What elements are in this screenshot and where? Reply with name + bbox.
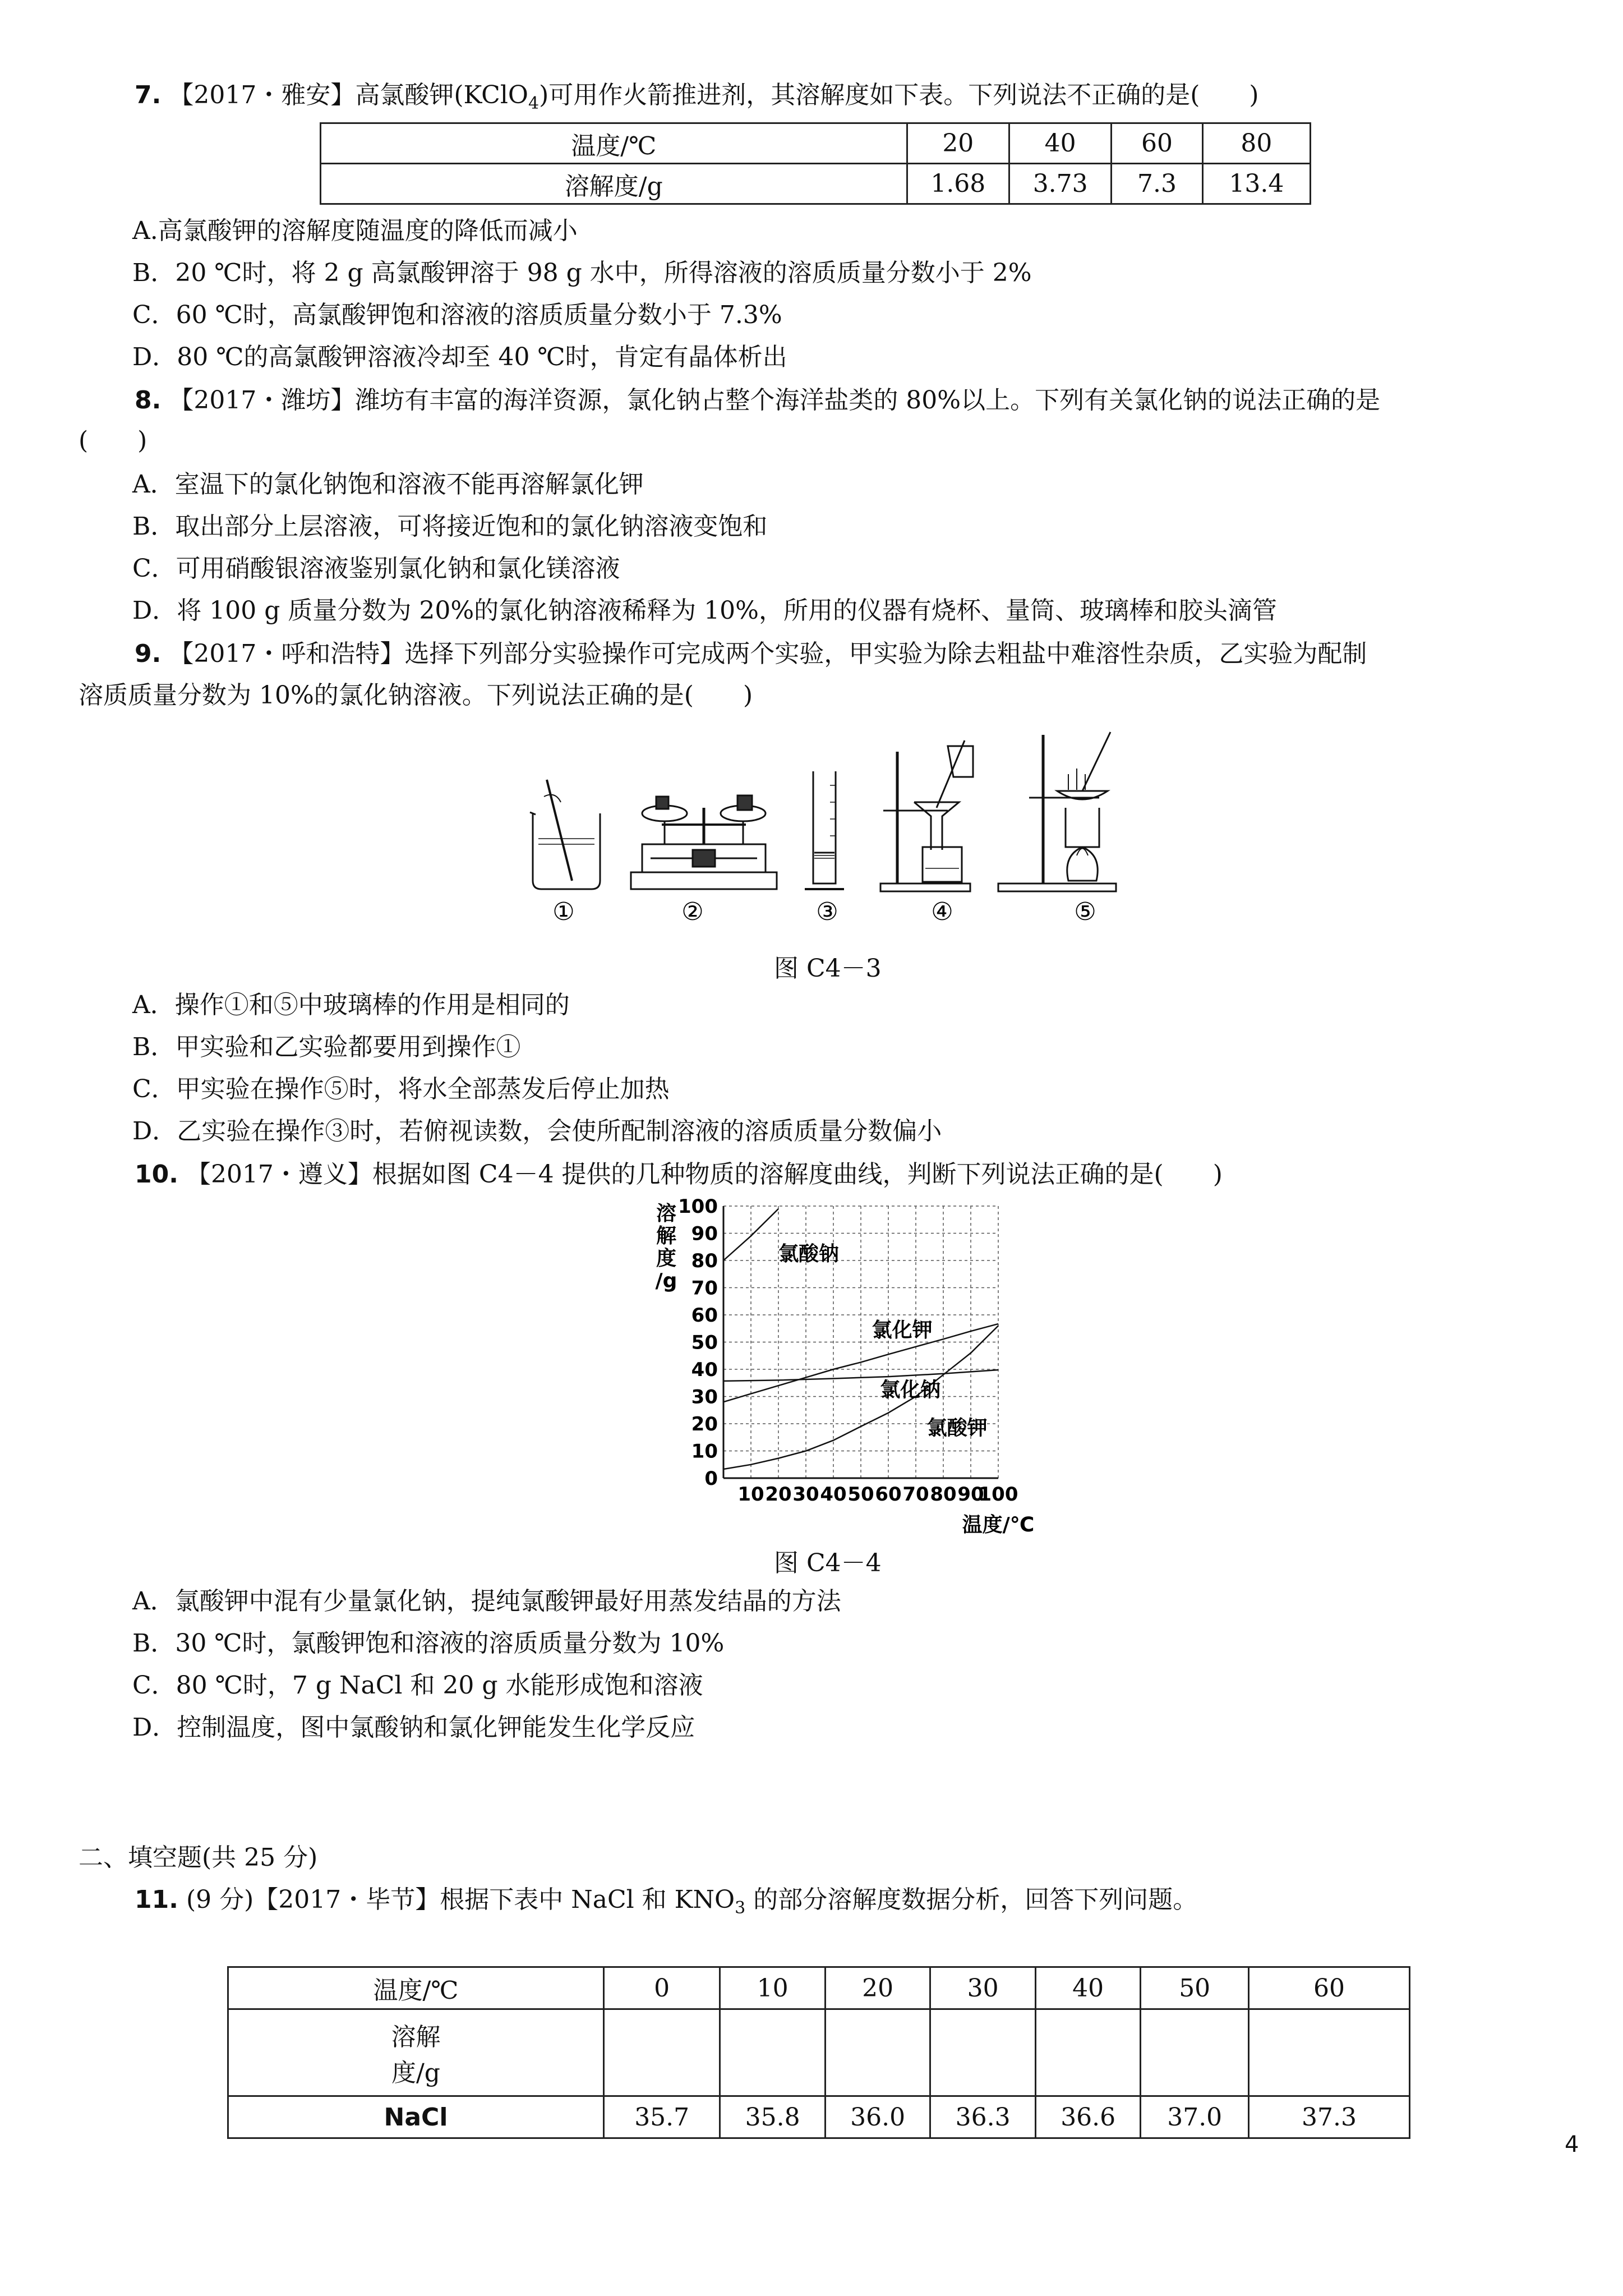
y-axis-label-part3: 度: [656, 1247, 677, 1270]
y-tick-label: 0: [704, 1467, 718, 1490]
q11-number: 11.: [135, 1885, 178, 1914]
y-tick-label: 90: [691, 1222, 718, 1245]
q10-stem: 10. 【2017・遵义】根据如图 C4－4 提供的几种物质的溶解度曲线，判断下列说法正确的是( ): [135, 1160, 1223, 1189]
solubility-label-cell: 溶解 度/g: [228, 2009, 604, 2096]
nacl-label: NaCl: [228, 2096, 604, 2138]
figure-label-4: ④: [931, 898, 953, 926]
y-tick-label: 40: [691, 1359, 718, 1381]
x-tick-label: 90: [957, 1483, 984, 1506]
beaker-stirring-icon: [530, 780, 600, 889]
y-axis-label-part4: /g: [655, 1269, 677, 1292]
q10-option-b: B．30 ℃时，氯酸钾饱和溶液的溶质质量分数为 10%: [132, 1629, 725, 1658]
q10-option-c: C．80 ℃时，7 g NaCl 和 20 g 水能形成饱和溶液: [132, 1671, 703, 1700]
figure-label-5: ⑤: [1074, 898, 1096, 926]
q9-option-b: B．甲实验和乙实验都要用到操作①: [132, 1033, 521, 1061]
q9-number: 9.: [135, 639, 162, 668]
q7-option-d: D．80 ℃的高氯酸钾溶液冷却至 40 ℃时，肯定有晶体析出: [132, 343, 787, 371]
filtration-setup-icon: [880, 740, 973, 891]
x-tick-label: 70: [902, 1483, 929, 1506]
q8-option-a: A．室温下的氯化钠饱和溶液不能再溶解氯化钾: [132, 470, 644, 499]
x-tick-label: 40: [820, 1483, 847, 1506]
q8-paren: ( ): [79, 426, 147, 455]
evaporation-setup-icon: [998, 732, 1116, 891]
q9-stem-line2: 溶质质量分数为 10%的氯化钠溶液。下列说法正确的是( ): [79, 681, 753, 710]
curve-label: 氯酸钾: [926, 1416, 988, 1440]
solubility-curve-chart: [651, 1195, 1054, 1537]
y-axis-label-part1: 溶: [656, 1202, 677, 1225]
y-tick-label: 20: [691, 1413, 718, 1435]
q7-solubility-table: 温度/℃ 20 40 60 80 溶解度/g 1.68 3.73 7.3 13.4: [320, 122, 1311, 205]
figure-c4-4-caption: 图 C4－4: [774, 1549, 882, 1577]
figure-label-1: ①: [552, 898, 575, 926]
y-tick-label: 100: [678, 1195, 718, 1218]
q8-option-b: B．取出部分上层溶液，可将接近饱和的氯化钠溶液变饱和: [132, 512, 768, 541]
q7-option-a: A.高氯酸钾的溶解度随温度的降低而减小: [132, 217, 578, 245]
curve-label: 氯化钾: [872, 1318, 933, 1342]
y-axis-label-part2: 解: [656, 1225, 677, 1248]
y-tick-label: 10: [691, 1440, 718, 1463]
lab-apparatus-figure: [522, 729, 1166, 931]
y-tick-label: 60: [691, 1304, 718, 1327]
page-number: 4: [1565, 2132, 1579, 2157]
q10-number: 10.: [135, 1160, 178, 1189]
q11-stem: 11. (9 分)【2017・毕节】根据下表中 NaCl 和 $KNO_3$ 的部分溶解度数据分析，回答下列问题。: [135, 1885, 1198, 1918]
curve-label: 氯化钠: [880, 1378, 941, 1402]
section-2-title: 二、填空题(共 25 分): [79, 1843, 318, 1872]
q9-option-d: D．乙实验在操作③时，若俯视读数，会使所配制溶液的溶质质量分数偏小: [132, 1117, 942, 1145]
q9-option-c: C．甲实验在操作⑤时，将水全部蒸发后停止加热: [132, 1075, 670, 1103]
q9-stem-line1: 9. 【2017・呼和浩特】选择下列部分实验操作可完成两个实验，甲实验为除去粗盐中难溶性杂质，乙实验为配制: [135, 639, 1367, 668]
figure-label-2: ②: [681, 898, 704, 926]
q8-stem: 8. 【2017・潍坊】潍坊有丰富的海洋资源，氯化钠占整个海洋盐类的 80%以上。下列有关氯化钠的说法正确的是: [135, 386, 1381, 415]
figure-label-3: ③: [816, 898, 838, 926]
x-tick-label: 80: [930, 1483, 957, 1506]
q10-option-d: D．控制温度，图中氯酸钠和氯化钾能发生化学反应: [132, 1713, 695, 1742]
x-tick-label: 20: [765, 1483, 792, 1506]
q10-option-a: A．氯酸钾中混有少量氯化钠，提纯氯酸钾最好用蒸发结晶的方法: [132, 1587, 841, 1616]
x-tick-label: 100: [978, 1483, 1018, 1506]
q11-solubility-table: 温度/℃ 0 10 20 30 40 50 60 溶解 度/g NaCl 35.7 35.8 36.0 36.3 36.6 37.0 37.3: [227, 1966, 1410, 2139]
q8-option-d: D．将 100 g 质量分数为 20%的氯化钠溶液稀释为 10%，所用的仪器有烧杯、量筒、玻璃棒和胶头滴管: [132, 596, 1277, 625]
balance-scale-icon: [631, 795, 777, 889]
x-axis-label: 温度/℃: [962, 1513, 1035, 1536]
x-tick-label: 30: [792, 1483, 819, 1506]
figure-c4-3-caption: 图 C4－3: [774, 954, 882, 983]
q7-number: 7.: [135, 81, 162, 109]
q8-option-c: C．可用硝酸银溶液鉴别氯化钠和氯化镁溶液: [132, 554, 620, 583]
x-tick-label: 60: [875, 1483, 902, 1506]
q7-option-c: C．60 ℃时，高氯酸钾饱和溶液的溶质质量分数小于 7.3%: [132, 301, 782, 329]
curve-label: 氯酸钠: [778, 1243, 840, 1266]
y-tick-label: 30: [691, 1386, 718, 1409]
q9-option-a: A．操作①和⑤中玻璃棒的作用是相同的: [132, 991, 570, 1019]
y-tick-label: 80: [691, 1250, 718, 1272]
q7-option-b: B．20 ℃时，将 2 g 高氯酸钾溶于 98 g 水中，所得溶液的溶质质量分数小于 2%: [132, 259, 1032, 287]
x-tick-label: 50: [847, 1483, 874, 1506]
q8-number: 8.: [135, 386, 162, 415]
y-tick-label: 70: [691, 1277, 718, 1300]
y-tick-label: 50: [691, 1331, 718, 1354]
graduated-cylinder-icon: [805, 771, 844, 889]
x-tick-label: 10: [737, 1483, 764, 1506]
q7-stem: 7. 【2017・雅安】高氯酸钾(KClO$_4$)可用作火箭推进剂，其溶解度如下表。下列说法不正确的是( ): [135, 81, 1259, 113]
